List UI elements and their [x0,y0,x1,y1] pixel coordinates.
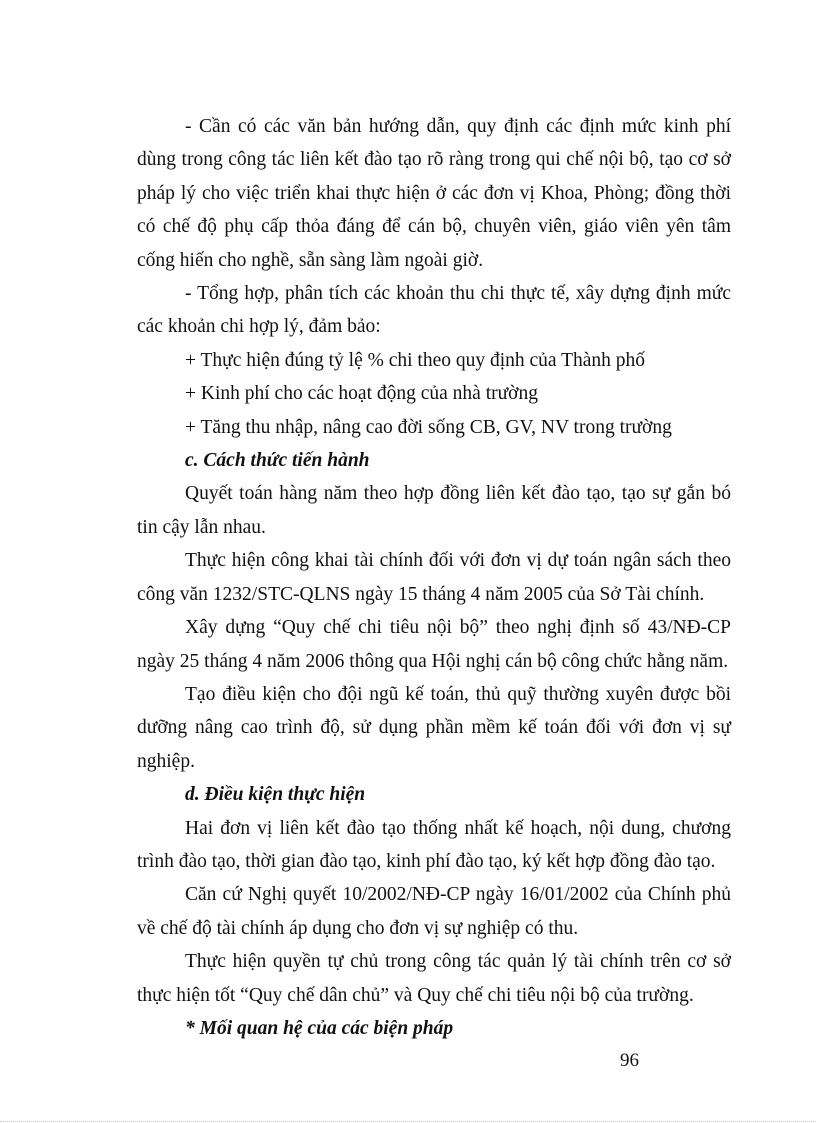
list-item-activity-funds: + Kinh phí cho các hoạt động của nhà trường [185,383,538,405]
paragraph-resolution: Căn cứ Nghị quyết 10/2002/NĐ-CP ngày 16/01/2002 của Chính phủ về chế độ tài chính áp dụng cho đơn vị sự nghiệp có thu. [137,884,731,939]
section-heading-d: d. Điều kiện thực hiện [185,784,366,806]
page-number: 96 [620,1050,639,1071]
paragraph-staff-training: Tạo điều kiện cho đội ngũ kế toán, thủ quỹ thường xuyên được bồi dưỡng nâng cao trình độ, sử dụng phần mềm kế toán đối với đơn vị sự nghiệp. [137,683,731,772]
paragraph-expense-norms: - Tổng hợp, phân tích các khoản thu chi thực tế, xây dựng định mức các khoản chi hợp lý, đảm bảo: [137,283,731,338]
paragraph-disclosure: Thực hiện công khai tài chính đối với đơn vị dự toán ngân sách theo công văn 1232/STC-QLNS ngày 15 tháng 4 năm 2005 của Sở Tài chính. [137,550,731,605]
body-text [137,110,731,1045]
paragraph-budget-guidelines: - Cần có các văn bản hướng dẫn, quy định các định mức kinh phí dùng trong công tác liên kết đào tạo rõ ràng trong qui chế nội bộ, tạo cơ sở pháp lý cho việc triển khai thực hiện ở các đơn vị Khoa, Phòng; đồng thời có chế độ phụ cấp thỏa đáng để cán bộ, chuyên viên, giáo viên yên tâm cống hiến cho nghề, sẵn sàng làm ngoài giờ. [137,116,731,271]
paragraph-joint-plan: Hai đơn vị liên kết đào tạo thống nhất kế hoạch, nội dung, chương trình đào tạo, thời gian đào tạo, kinh phí đào tạo, ký kết hợp đồng đào tạo. [137,817,731,872]
paragraph-autonomy: Thực hiện quyền tự chủ trong công tác quản lý tài chính trên cơ sở thực hiện tốt “Quy chế dân chủ” và Quy chế chi tiêu nội bộ của trường. [137,951,731,1006]
paragraph-internal-rules: Xây dựng “Quy chế chi tiêu nội bộ” theo nghị định số 43/NĐ-CP ngày 25 tháng 4 năm 2006 thông qua Hội nghị cán bộ công chức hằng năm. [137,617,731,672]
section-heading-relations: * Mối quan hệ của các biện pháp [185,1017,454,1039]
list-item-ratio: + Thực hiện đúng tỷ lệ % chi theo quy định của Thành phố [185,349,646,371]
page-bottom-divider [0,1121,816,1122]
list-item-income: + Tăng thu nhập, nâng cao đời sống CB, GV, NV trong trường [185,416,672,438]
section-heading-c: c. Cách thức tiến hành [185,450,370,472]
paragraph-settlement: Quyết toán hàng năm theo hợp đồng liên kết đào tạo, tạo sự gắn bó tin cậy lẫn nhau. [137,483,731,538]
